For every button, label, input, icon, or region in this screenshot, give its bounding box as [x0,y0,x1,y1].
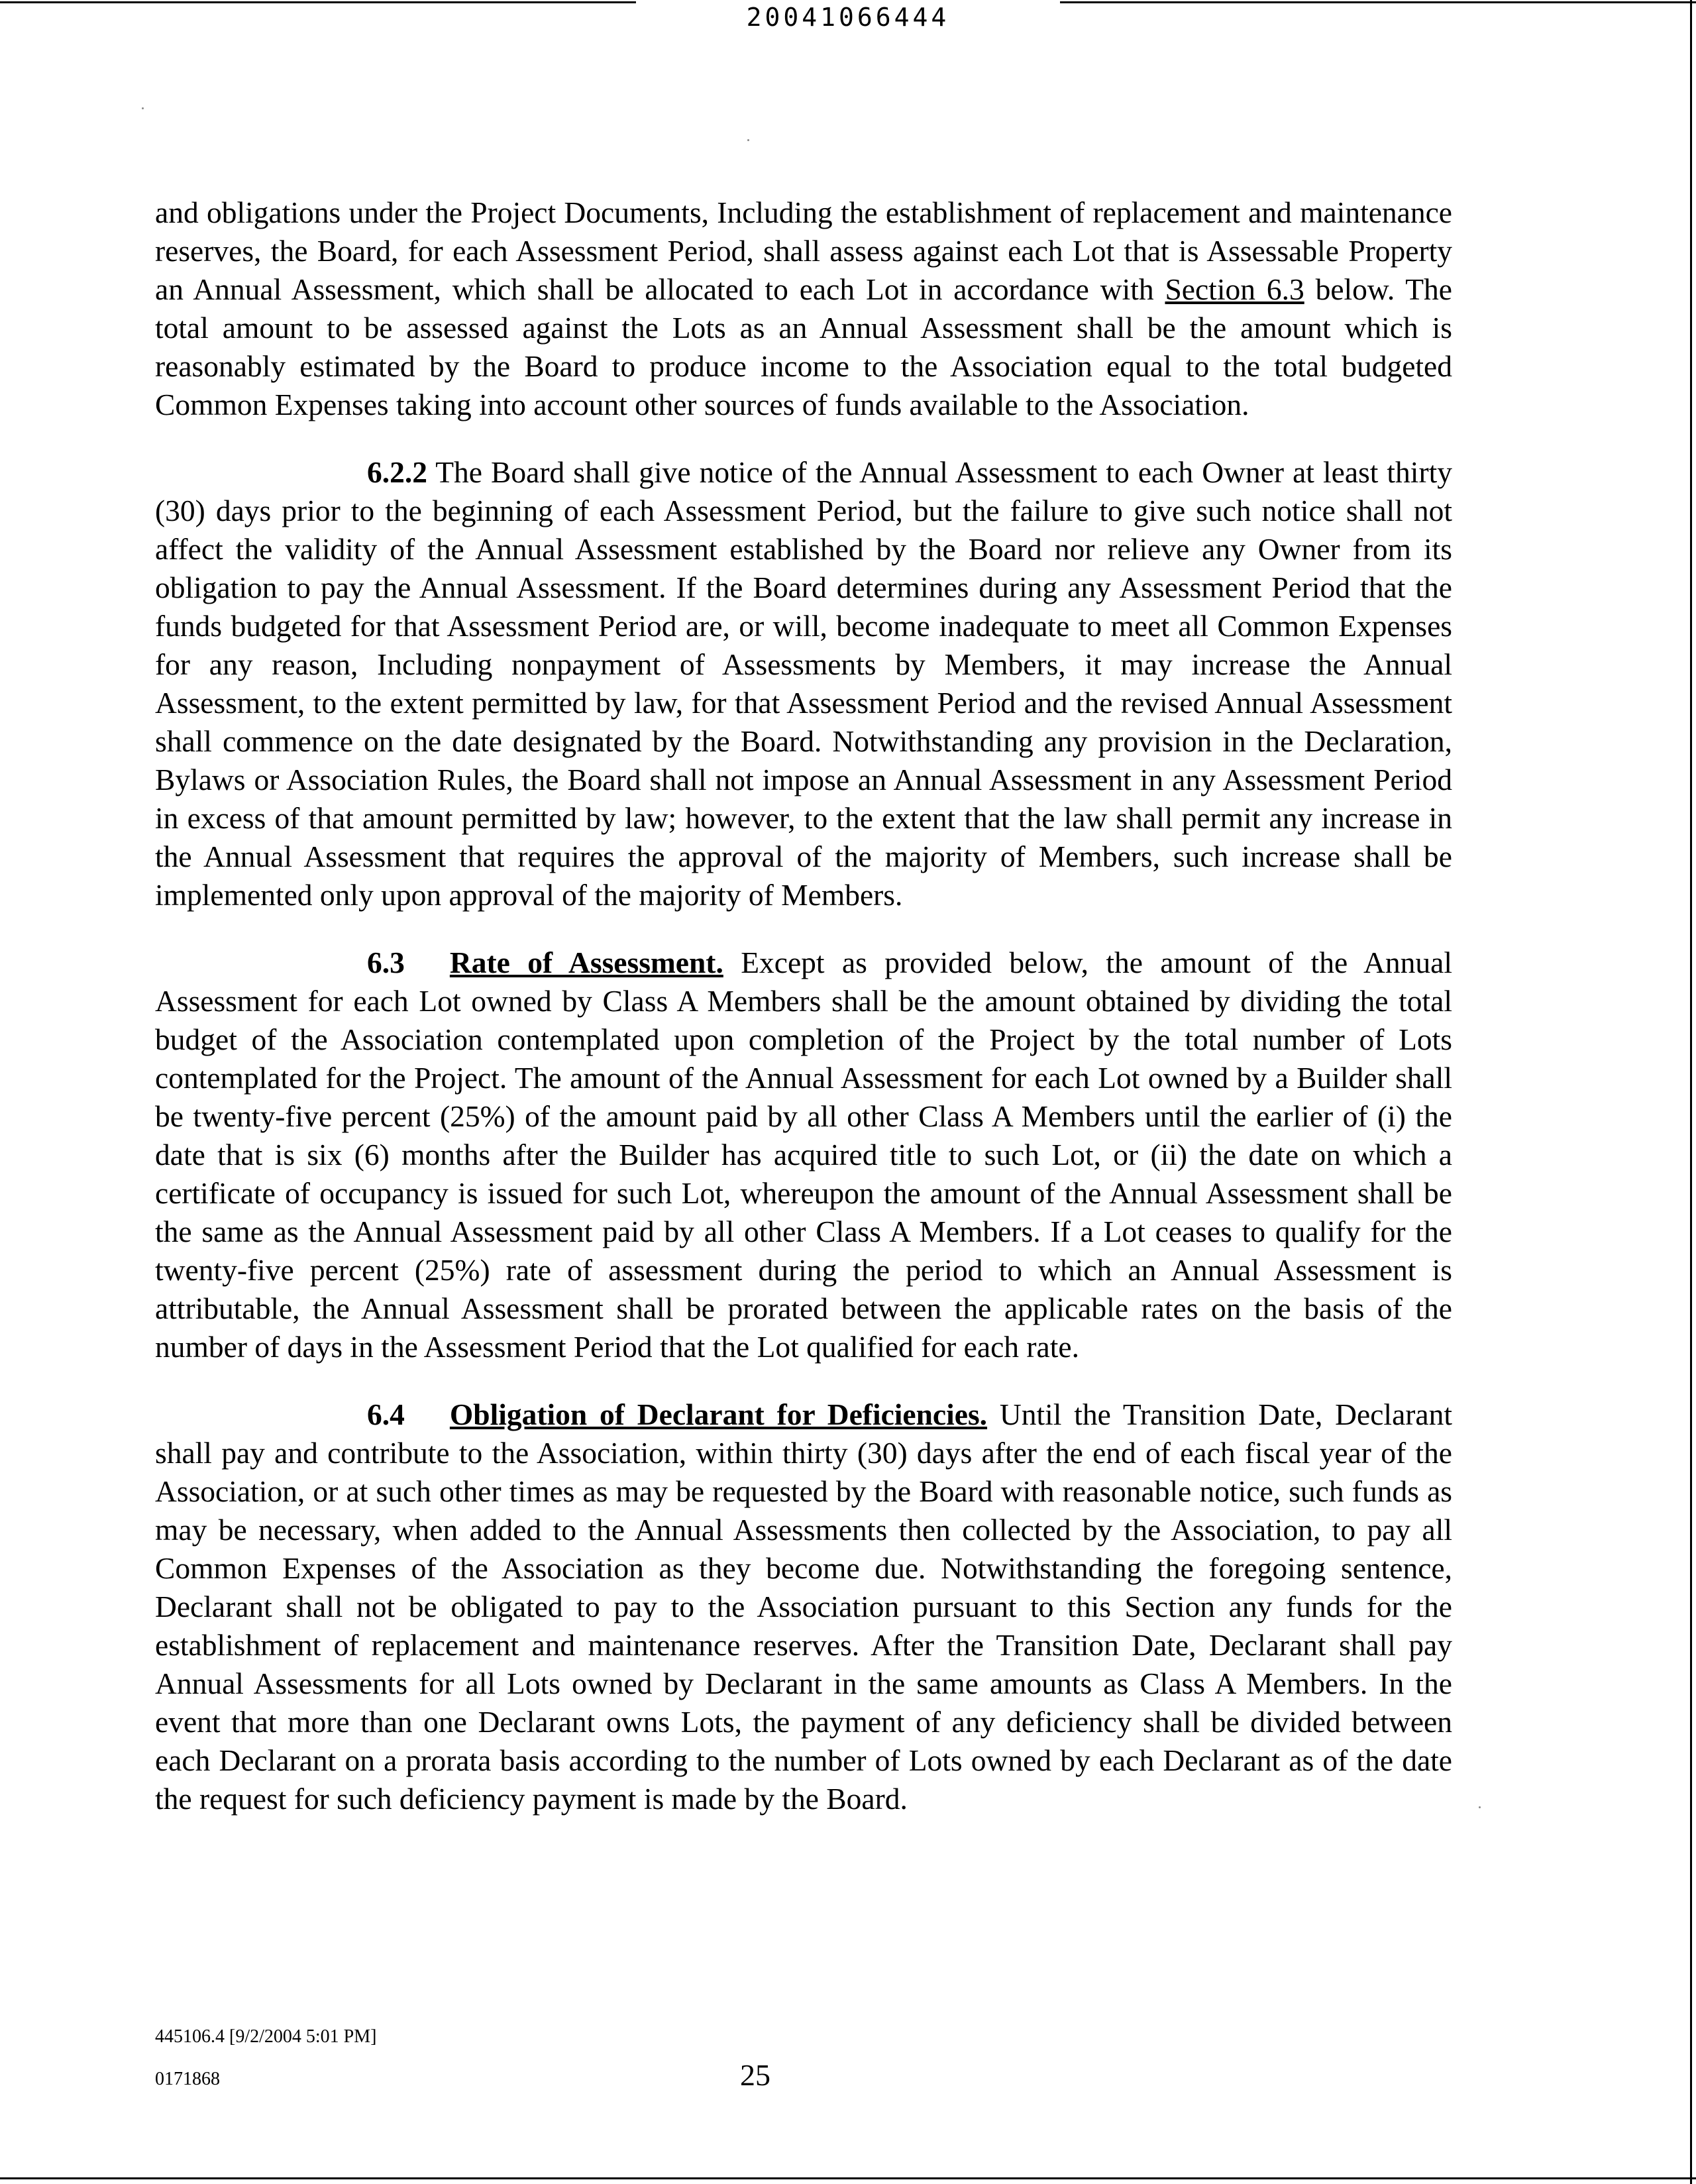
section-heading: Rate of Assessment. [449,946,723,979]
scan-speck [142,107,144,109]
footer-reference-number: 0171868 [155,2069,220,2089]
scan-right-edge [1690,0,1692,2184]
footer-document-id: 445106.4 [9/2/2004 5:01 PM] [155,2026,377,2047]
paragraph-text: and obligations under the Project Documents, Including the establishment of replacement and maintenance reserves, the Board, for each Assessment Period, shall assess against each Lot that is Assessable Property an Annual Assessment, which shall be allocated to each Lot in accordance with [155,195,1452,306]
scan-speck [1479,1806,1481,1808]
document-body [155,193,1452,1847]
paragraph-text: below. The total amount to be assessed against the Lots as an Annual Assessment shall be the amount which is reasonably estimated by the Board to produce income to the Association equal to the total budgeted Common Expenses taking into account other sources of funds available to the Association. [155,272,1452,421]
section-text: The Board shall give notice of the Annual Assessment to each Owner at least thirty (30) days prior to the beginning of each Assessment Period, but the failure to give such notice shall not affect the validity of the Annual Assessment established by the Board nor relieve any Owner from its obligation to pay the Annual Assessment. If the Board determines during any Assessment Period that the funds budgeted for that Assessment Period are, or will, become inadequate to meet all Common Expenses for any reason, Including nonpayment of Assessments by Members, it may increase the Annual Assessment, to the extent permitted by law, for that Assessment Period and the revised Annual Assessment shall commence on the date designated by the Board. Notwithstanding any provision in the Declaration, Bylaws or Association Rules, the Board shall not impose an Annual Assessment in any Assessment Period in excess of that amount permitted by law; however, to the extent that the law shall permit any increase in the Annual Assessment that requires the approval of the majority of Members, such increase shall be implemented only upon approval of the majority of Members. [155,455,1452,912]
scan-speck [747,139,749,141]
section-6-4 [155,1395,1452,1818]
section-6-3 [155,944,1452,1366]
section-number: 6.3 [367,946,405,979]
document-number: 20041066444 [746,3,950,32]
scan-bottom-edge [0,2177,1696,2179]
page-number: 25 [740,2058,770,2092]
paragraph-continuation [155,193,1452,424]
section-6-2-2 [155,453,1452,914]
section-text: Until the Transition Date, Declarant shall pay and contribute to the Association, within thirty (30) days after the end of each fiscal year of the Association, or at such other times as may be requested by the Board with reasonable notice, such funds as may be necessary, when added to the Annual Assessments then collected by the Association, to pay all Common Expenses of the Association as they become due. Notwithstanding the foregoing sentence, Declarant shall not be obligated to pay to the Association pursuant to this Section any funds for the establishment of replacement and maintenance reserves. After the Transition Date, Declarant shall pay Annual Assessments for all Lots owned by Declarant in the same amounts as Class A Members. In the event that more than one Declarant owns Lots, the payment of any deficiency shall be divided between each Declarant on a prorata basis according to the number of Lots owned by each Declarant as of the date the request for such deficiency payment is made by the Board. [155,1397,1453,1816]
section-number: 6.4 [367,1397,405,1431]
section-heading: Obligation of Declarant for Deficiencies. [449,1397,988,1431]
section-number: 6.2.2 [367,455,427,489]
section-reference-link: Section 6.3 [1165,272,1304,306]
section-text: Except as provided below, the amount of the Annual Assessment for each Lot owned by Class A Members shall be the amount obtained by dividing the total budget of the Association contemplated upon completion of the Project by the total number of Lots contemplated for the Project. The amount of the Annual Assessment for each Lot owned by a Builder shall be twenty-five percent (25%) of the amount paid by all other Class A Members until the earlier of (i) the date that is six (6) months after the Builder has acquired title to such Lot, or (ii) the date on which a certificate of occupancy is issued for such Lot, whereupon the amount of the Annual Assessment shall be the same as the Annual Assessment paid by all other Class A Members. If a Lot ceases to qualify for the twenty-five percent (25%) rate of assessment during the period to which an Annual Assessment is attributable, the Annual Assessment shall be prorated between the applicable rates on the basis of the number of days in the Assessment Period that the Lot qualified for each rate. [155,946,1452,1364]
